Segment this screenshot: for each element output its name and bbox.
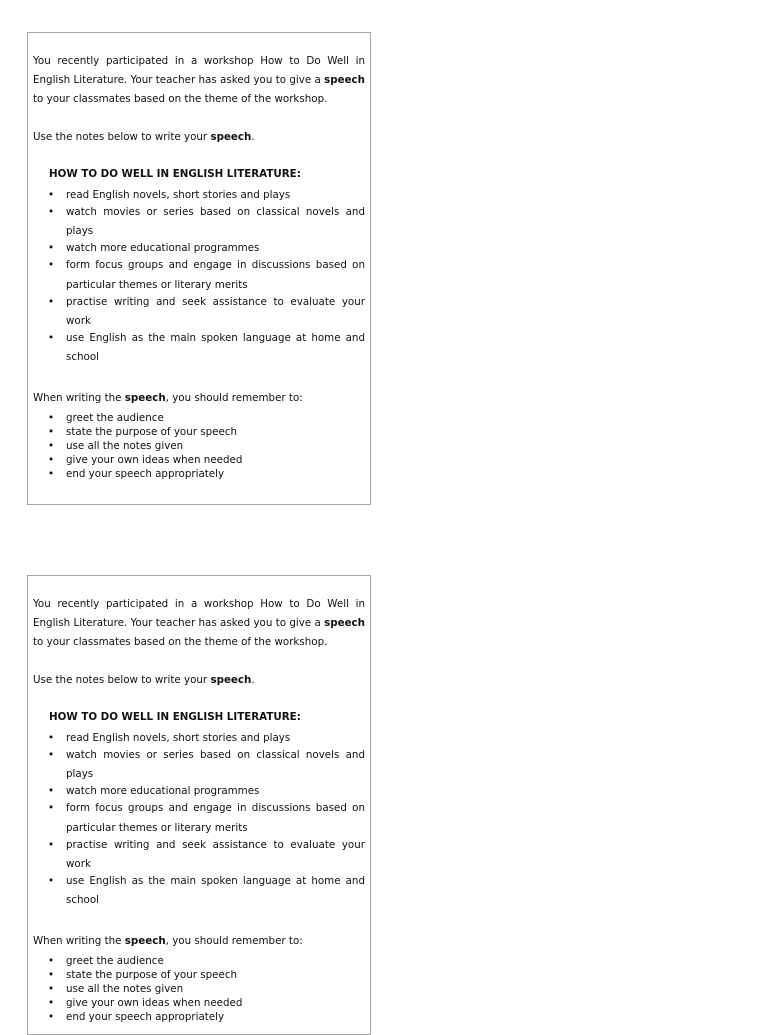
intro-speech-bold: speech [324, 617, 365, 630]
checklist-item: • state the purpose of your speech [33, 968, 365, 982]
notes-instruction [33, 672, 365, 688]
notes-speech-bold: speech [210, 130, 252, 143]
tip-item: • practise writing and seek assistance to evaluate your work [33, 836, 365, 874]
checklist-item: • use all the notes given [33, 982, 365, 996]
notes-text-end: . [251, 673, 255, 686]
tip-item: • watch more educational programmes [33, 239, 365, 258]
tips-list [33, 186, 365, 368]
intro-speech-bold: speech [324, 74, 365, 87]
intro-text: You recently participated in a workshop How to Do Well in English Literature. Your teacher has asked you to give a [33, 598, 365, 630]
notes-heading: HOW TO DO WELL IN ENGLISH LITERATURE: [49, 710, 301, 723]
notes-instruction [33, 129, 365, 145]
remember-instruction [33, 390, 365, 406]
tip-item: • practise writing and seek assistance to evaluate your work [33, 293, 365, 331]
tip-item: • read English novels, short stories and plays [33, 729, 365, 748]
remember-text-end: , you should remember to: [165, 391, 303, 404]
tip-item: • watch movies or series based on classical novels and plays [33, 746, 365, 784]
checklist-item: • greet the audience [33, 954, 365, 968]
remember-text: When writing the [33, 934, 125, 947]
checklist-item: • use all the notes given [33, 439, 365, 453]
intro-text-end: to your classmates based on the theme of the workshop. [33, 636, 328, 649]
task-card-1 [27, 32, 371, 505]
checklist-item: • end your speech appropriately [33, 1010, 365, 1024]
notes-speech-bold: speech [210, 673, 252, 686]
tips-list [33, 729, 365, 911]
checklist-item: • state the purpose of your speech [33, 425, 365, 439]
task-card-2 [27, 575, 371, 1035]
notes-heading: HOW TO DO WELL IN ENGLISH LITERATURE: [49, 167, 301, 180]
notes-text: Use the notes below to write your [33, 673, 211, 686]
checklist [33, 411, 365, 481]
checklist-item: • end your speech appropriately [33, 467, 365, 481]
tip-item: • watch more educational programmes [33, 782, 365, 801]
checklist [33, 954, 365, 1024]
tip-item: • use English as the main spoken language at home and school [33, 872, 365, 910]
notes-text: Use the notes below to write your [33, 130, 211, 143]
checklist-item: • give your own ideas when needed [33, 453, 365, 467]
notes-text-end: . [251, 130, 255, 143]
remember-text-end: , you should remember to: [165, 934, 303, 947]
tip-item: • use English as the main spoken language at home and school [33, 329, 365, 367]
tip-item: • form focus groups and engage in discussions based on particular themes or literary merits [33, 799, 365, 837]
intro-text: You recently participated in a workshop How to Do Well in English Literature. Your teacher has asked you to give a [33, 55, 365, 87]
tip-item: • form focus groups and engage in discussions based on particular themes or literary merits [33, 256, 365, 294]
remember-speech-bold: speech [124, 934, 166, 947]
intro-text-end: to your classmates based on the theme of the workshop. [33, 93, 328, 106]
checklist-item: • greet the audience [33, 411, 365, 425]
intro-paragraph [33, 595, 365, 653]
remember-speech-bold: speech [124, 391, 166, 404]
remember-instruction [33, 933, 365, 949]
intro-paragraph [33, 52, 365, 110]
checklist-item: • give your own ideas when needed [33, 996, 365, 1010]
tip-item: • read English novels, short stories and plays [33, 186, 365, 205]
tip-item: • watch movies or series based on classical novels and plays [33, 203, 365, 241]
remember-text: When writing the [33, 391, 125, 404]
